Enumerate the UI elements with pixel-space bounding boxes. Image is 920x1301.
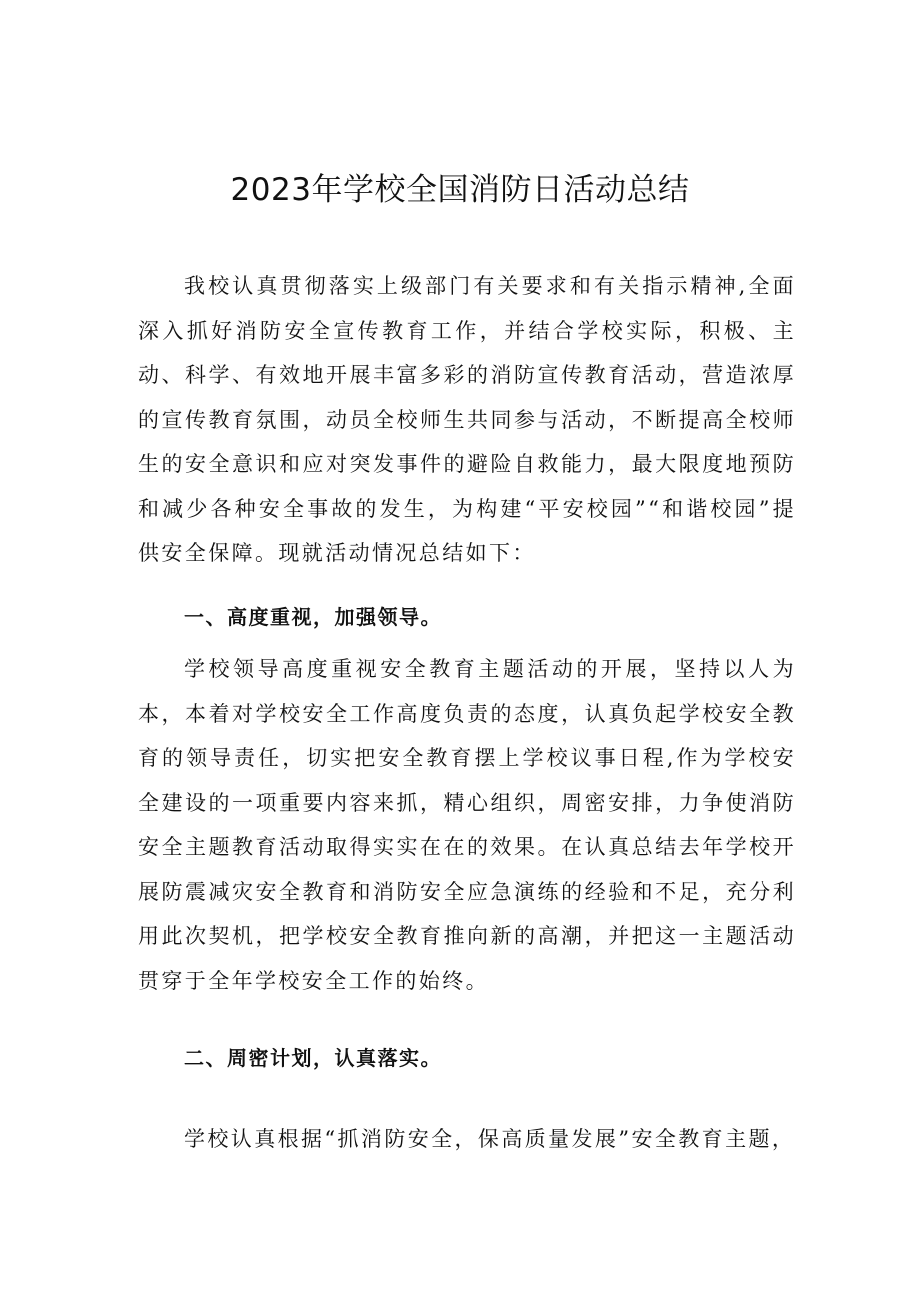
section-1-paragraph: 学校领导高度重视安全教育主题活动的开展，坚持以人为本，本着对学校安全工作高度负责的态度，认真负起学校安全教育的领导责任，切实把安全教育摆上学校议事日程,作为学校安全建设的一项重要内容来抓，精心组织，周密安排，力争使消防安全主题教育活动取得实实在在的效果。在认真总结去年学校开展防震减灾安全教育和消防安全应急演练的经验和不足，充分利用此次契机，把学校安全教育推向新的高潮，并把这一主题活动贯穿于全年学校安全工作的始终。 [138, 657, 796, 993]
section-2-paragraph: 学校认真根据“抓消防安全，保高质量发展”安全教育主题， [184, 1127, 796, 1151]
document-title: 2023年学校全国消防日活动总结 [230, 172, 690, 208]
intro-paragraph: 我校认真贯彻落实上级部门有关要求和有关指示精神,全面深入抓好消防安全宣传教育工作，并结合学校实际，积极、主动、科学、有效地开展丰富多彩的消防宣传教育活动，营造浓厚的宣传教育氛围，动员全校师生共同参与活动，不断提高全校师生的安全意识和应对突发事件的避险自救能力，最大限度地预防和减少各种安全事故的发生，为构建“平安校园”“和谐校园”提供安全保障。现就活动情况总结如下： [138, 274, 796, 565]
section-2-heading: 二、周密计划，认真落实。 [184, 1046, 442, 1070]
section-1-heading: 一、高度重视，加强领导。 [184, 605, 442, 629]
